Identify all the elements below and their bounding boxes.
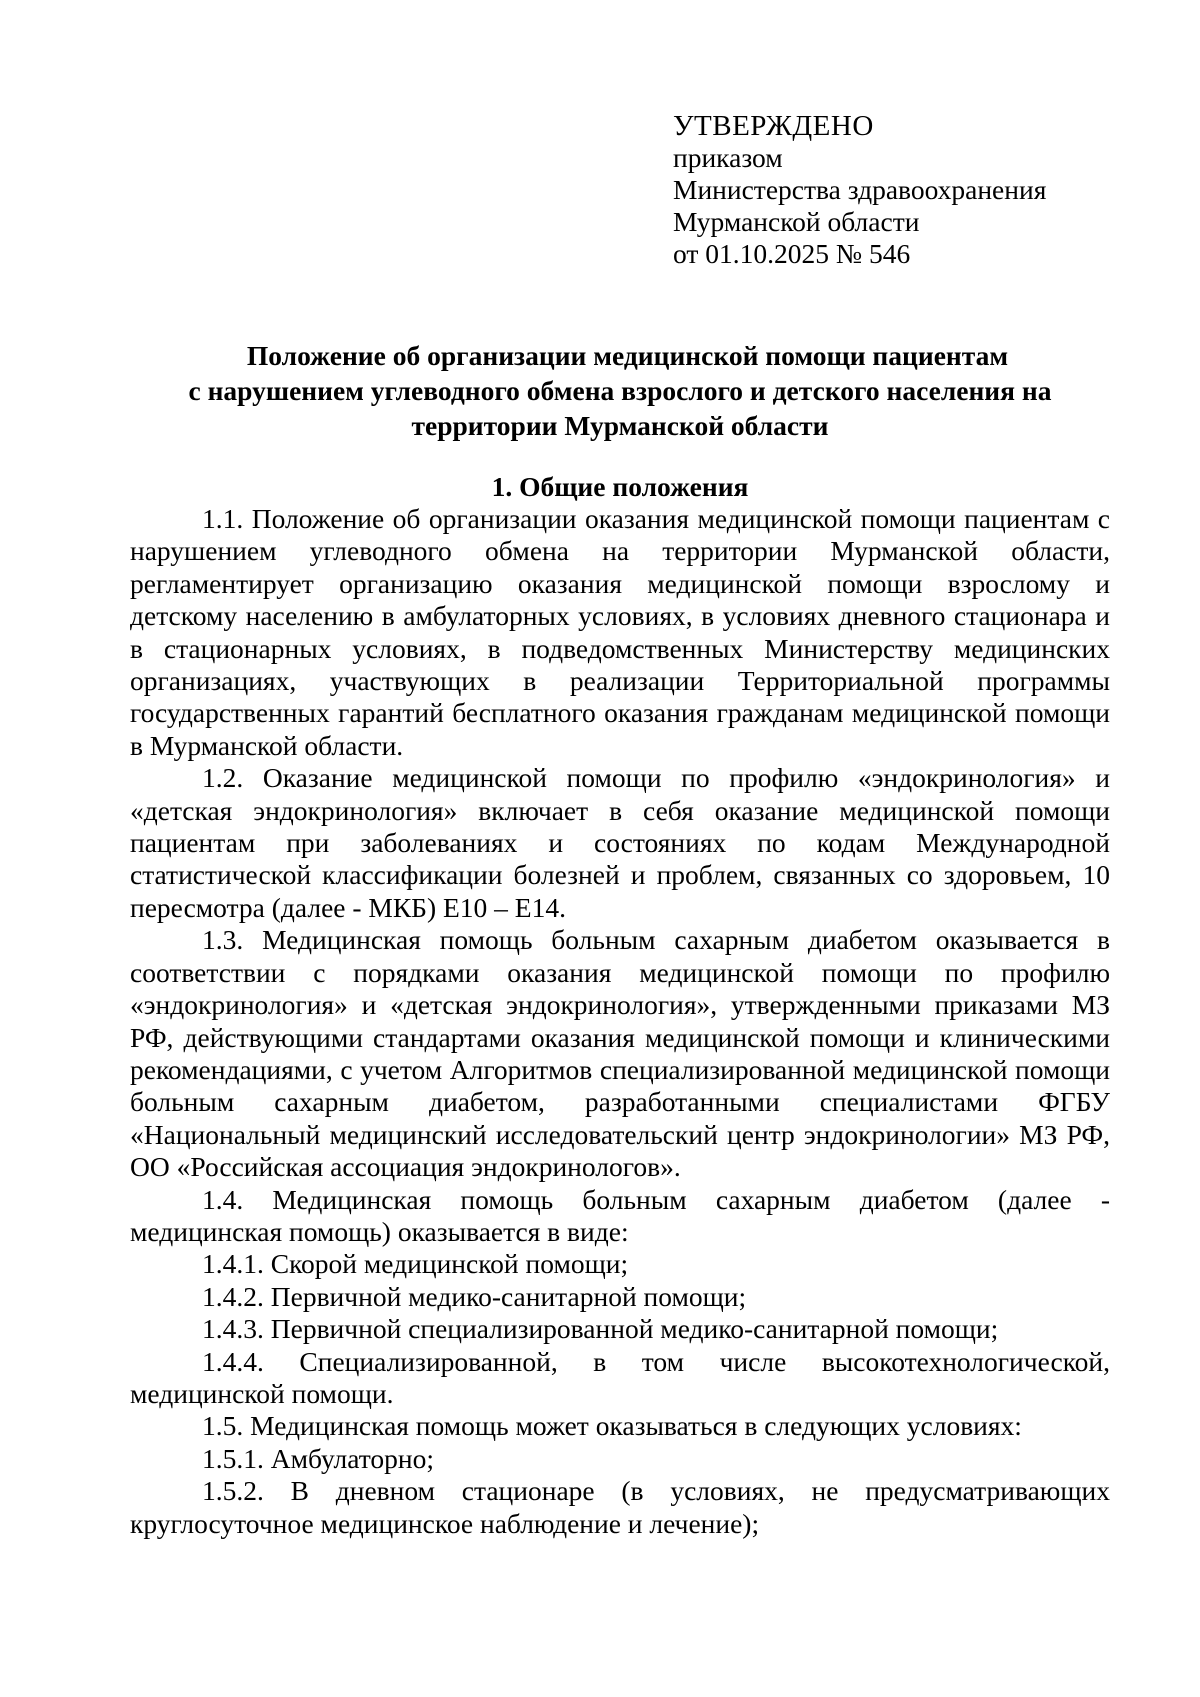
section-body (130, 503, 1110, 1540)
approval-line: Министерства здравоохранения (673, 174, 1047, 205)
document-title (130, 338, 1110, 443)
paragraph-1-4-1: 1.4.1. Скорой медицинской помощи; (202, 1248, 629, 1280)
section-heading: 1. Общие положения (491, 471, 749, 502)
paragraph-1-5-1: 1.5.1. Амбулаторно; (202, 1442, 434, 1474)
title-line: территории Мурманской области (411, 410, 829, 441)
title-line: с нарушением углеводного обмена взрослого и детского населения на (188, 375, 1052, 406)
paragraph-1-4-2: 1.4.2. Первичной медико-санитарной помощи; (202, 1280, 747, 1312)
paragraph-1-4-3: 1.4.3. Первичной специализированной медико-санитарной помощи; (202, 1313, 999, 1345)
title-line: Положение об организации медицинской помощи пациентам (246, 340, 1009, 371)
approval-line: приказом (673, 142, 783, 173)
paragraph-1-5: 1.5. Медицинская помощь может оказываться в следующих условиях: (202, 1410, 1022, 1442)
approval-stamp (673, 110, 1046, 270)
paragraph-1-3: 1.3. Медицинская помощь больным сахарным диабетом оказывается в соответствии с порядками оказания медицинской помощи по профилю «эндокринология» и «детская эндокринология», утвержденными приказами МЗ РФ, действующими стандартами оказания медицинской помощи и клиническими рекомендациями, с учетом Алгоритмов специализированной медицинской помощи больным сахарным диабетом, разработанными специалистами ФГБУ «Национальный медицинский исследовательский центр эндокринологии» МЗ РФ, ОО «Российская ассоциация эндокринологов». (130, 924, 1110, 1183)
paragraph-1-5-2: 1.5.2. В дневном стационаре (в условиях, не предусматривающих круглосуточное медицинское наблюдение и лечение); (130, 1475, 1110, 1539)
paragraph-1-4: 1.4. Медицинская помощь больным сахарным диабетом (далее - медицинская помощь) оказывается в виде: (130, 1183, 1110, 1247)
approval-line: Мурманской области (673, 206, 920, 237)
paragraph-1-2: 1.2. Оказание медицинской помощи по профилю «эндокринология» и «детская эндокринология» включает в себя оказание медицинской помощи пациентам при заболеваниях и состояниях по кодам Международной статистической классификации болезней и проблем, связанных со здоровьем, 10 пересмотра (далее - МКБ) Е10 – Е14. (130, 762, 1110, 923)
paragraph-1-1: 1.1. Положение об организации оказания медицинской помощи пациентам с нарушением углеводного обмена на территории Мурманской области, регламентирует организацию оказания медицинской помощи взрослому и детскому населению в амбулаторных условиях, в условиях дневного стационара и в стационарных условиях, в подведомственных Министерству медицинских организациях, участвующих в реализации Территориальной программы государственных гарантий бесплатного оказания гражданам медицинской помощи в Мурманской области. (130, 503, 1110, 761)
approval-order-number: от 01.10.2025 № 546 (673, 238, 911, 269)
approval-heading: УТВЕРЖДЕНО (673, 110, 874, 142)
paragraph-1-4-4: 1.4.4. Специализированной, в том числе высокотехнологической, медицинской помощи. (130, 1345, 1110, 1409)
